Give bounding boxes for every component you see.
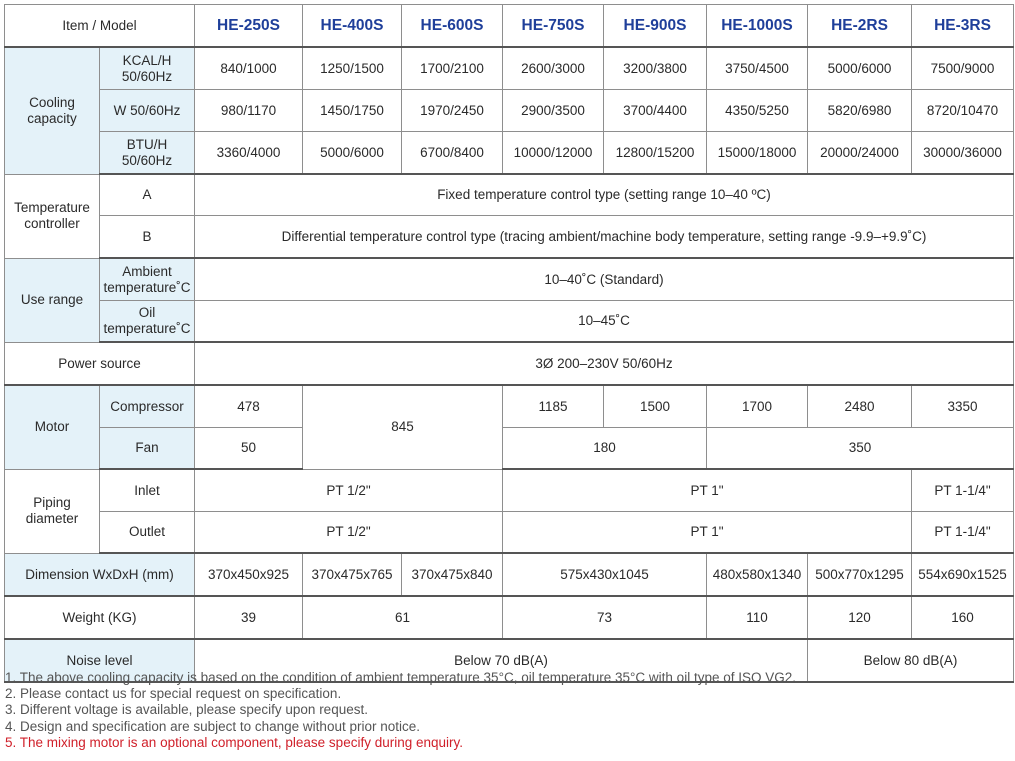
footnote: 3. Different voltage is available, please specify upon request.	[5, 702, 368, 718]
header-row	[5, 5, 1014, 48]
outlet-cell: PT 1-1/4"	[912, 512, 1014, 554]
compressor-cell: 478	[195, 385, 303, 428]
kcal-unit-label: KCAL/H 50/60Hz	[100, 47, 195, 90]
model-he-2rs: HE-2RS	[808, 5, 912, 48]
cooling-kcal-row	[5, 47, 1014, 90]
fan-cell: 180	[503, 428, 707, 470]
cooling-kcal-cell: 1700/2100	[402, 47, 503, 90]
w-unit-label: W 50/60Hz	[100, 90, 195, 132]
ambient-temperature-value: 10–40˚C (Standard)	[195, 258, 1014, 301]
dimension-cell: 500x770x1295	[808, 553, 912, 596]
cooling-w-row	[5, 90, 1014, 132]
use-range-oil-row	[5, 301, 1014, 343]
piping-outlet-row	[5, 512, 1014, 554]
cooling-kcal-cell: 3200/3800	[604, 47, 707, 90]
motor-merged-cell: 845	[303, 385, 503, 469]
noise-level-low: Below 70 dB(A)	[195, 639, 808, 682]
model-he-900s: HE-900S	[604, 5, 707, 48]
fan-cell: 350	[707, 428, 1014, 470]
cooling-kcal-cell: 840/1000	[195, 47, 303, 90]
compressor-cell: 1700	[707, 385, 808, 428]
use-range-ambient-row	[5, 258, 1014, 301]
footnote: 2. Please contact us for special request on specification.	[5, 686, 342, 702]
model-he-600s: HE-600S	[402, 5, 503, 48]
motor-fan-row	[5, 428, 1014, 470]
inlet-label: Inlet	[100, 469, 195, 512]
dimension-cell: 370x475x765	[303, 553, 402, 596]
cooling-w-cell: 1450/1750	[303, 90, 402, 132]
cooling-w-cell: 980/1170	[195, 90, 303, 132]
outlet-cell: PT 1/2"	[195, 512, 503, 554]
weight-label: Weight (KG)	[5, 596, 195, 639]
cooling-btu-cell: 15000/18000	[707, 132, 808, 175]
dimension-cell: 554x690x1525	[912, 553, 1014, 596]
piping-diameter-label: Piping diameter	[5, 469, 100, 553]
controller-a-value: Fixed temperature control type (setting range 10–40 ºC)	[195, 174, 1014, 216]
model-he-750s: HE-750S	[503, 5, 604, 48]
cooling-btu-row	[5, 132, 1014, 175]
weight-row	[5, 596, 1014, 639]
outlet-label: Outlet	[100, 512, 195, 554]
temperature-controller-label: Temperature controller	[5, 174, 100, 258]
model-he-250s: HE-250S	[195, 5, 303, 48]
cooling-btu-cell: 12800/15200	[604, 132, 707, 175]
noise-level-label: Noise level	[5, 639, 195, 682]
cooling-w-cell: 8720/10470	[912, 90, 1014, 132]
cooling-kcal-cell: 3750/4500	[707, 47, 808, 90]
power-source-row	[5, 342, 1014, 385]
weight-cell: 110	[707, 596, 808, 639]
controller-b-value: Differential temperature control type (tracing ambient/machine body temperature, setting range -9.9–+9.9˚C)	[195, 216, 1014, 259]
outlet-cell: PT 1"	[503, 512, 912, 554]
cooling-btu-cell: 3360/4000	[195, 132, 303, 175]
cooling-btu-cell: 5000/6000	[303, 132, 402, 175]
motor-compressor-row	[5, 385, 1014, 428]
dimension-cell: 575x430x1045	[503, 553, 707, 596]
specification-table	[4, 4, 1014, 683]
compressor-cell: 1500	[604, 385, 707, 428]
cooling-btu-cell: 6700/8400	[402, 132, 503, 175]
compressor-cell: 2480	[808, 385, 912, 428]
weight-cell: 61	[303, 596, 503, 639]
footnotes	[5, 670, 1010, 751]
cooling-w-cell: 5820/6980	[808, 90, 912, 132]
use-range-label: Use range	[5, 258, 100, 342]
ambient-temperature-label: Ambient temperature˚C	[100, 258, 195, 301]
cooling-w-cell: 4350/5250	[707, 90, 808, 132]
compressor-cell: 3350	[912, 385, 1014, 428]
compressor-label: Compressor	[100, 385, 195, 428]
model-he-400s: HE-400S	[303, 5, 402, 48]
cooling-btu-cell: 10000/12000	[503, 132, 604, 175]
oil-temperature-label: Oil temperature˚C	[100, 301, 195, 343]
model-he-3rs: HE-3RS	[912, 5, 1014, 48]
cooling-kcal-cell: 7500/9000	[912, 47, 1014, 90]
btu-unit-label: BTU/H 50/60Hz	[100, 132, 195, 175]
cooling-kcal-cell: 5000/6000	[808, 47, 912, 90]
compressor-cell: 1185	[503, 385, 604, 428]
dimension-cell: 370x450x925	[195, 553, 303, 596]
cooling-capacity-label: Cooling capacity	[5, 47, 100, 174]
inlet-cell: PT 1/2"	[195, 469, 503, 512]
cooling-w-cell: 2900/3500	[503, 90, 604, 132]
fan-label: Fan	[100, 428, 195, 470]
dimension-cell: 370x475x840	[402, 553, 503, 596]
cooling-btu-cell: 30000/36000	[912, 132, 1014, 175]
item-model-header: Item / Model	[5, 5, 195, 48]
weight-cell: 39	[195, 596, 303, 639]
weight-cell: 160	[912, 596, 1014, 639]
footnote: 1. The above cooling capacity is based on the condition of ambient temperature 35°C, oil temperature 35°C with oil type of ISO VG2.	[5, 670, 796, 685]
inlet-cell: PT 1"	[503, 469, 912, 512]
cooling-w-cell: 1970/2450	[402, 90, 503, 132]
controller-a-label: A	[100, 174, 195, 216]
footnote: 4. Design and specification are subject to change without prior notice.	[5, 718, 420, 734]
cooling-kcal-cell: 2600/3000	[503, 47, 604, 90]
power-source-label: Power source	[5, 342, 195, 385]
dimension-cell: 480x580x1340	[707, 553, 808, 596]
cooling-btu-cell: 20000/24000	[808, 132, 912, 175]
temp-controller-b-row	[5, 216, 1014, 259]
temp-controller-a-row	[5, 174, 1014, 216]
oil-temperature-value: 10–45˚C	[195, 301, 1014, 343]
weight-cell: 120	[808, 596, 912, 639]
fan-cell: 50	[195, 428, 303, 470]
noise-level-high: Below 80 dB(A)	[808, 639, 1014, 682]
power-source-value: 3Ø 200–230V 50/60Hz	[195, 342, 1014, 385]
weight-cell: 73	[503, 596, 707, 639]
cooling-w-cell: 3700/4400	[604, 90, 707, 132]
footnote-highlight: 5. The mixing motor is an optional component, please specify during enquiry.	[5, 734, 464, 750]
model-he-1000s: HE-1000S	[707, 5, 808, 48]
piping-inlet-row	[5, 469, 1014, 512]
motor-label: Motor	[5, 385, 100, 469]
dimension-row	[5, 553, 1014, 596]
controller-b-label: B	[100, 216, 195, 259]
inlet-cell: PT 1-1/4"	[912, 469, 1014, 512]
dimension-label: Dimension WxDxH (mm)	[5, 553, 195, 596]
cooling-kcal-cell: 1250/1500	[303, 47, 402, 90]
